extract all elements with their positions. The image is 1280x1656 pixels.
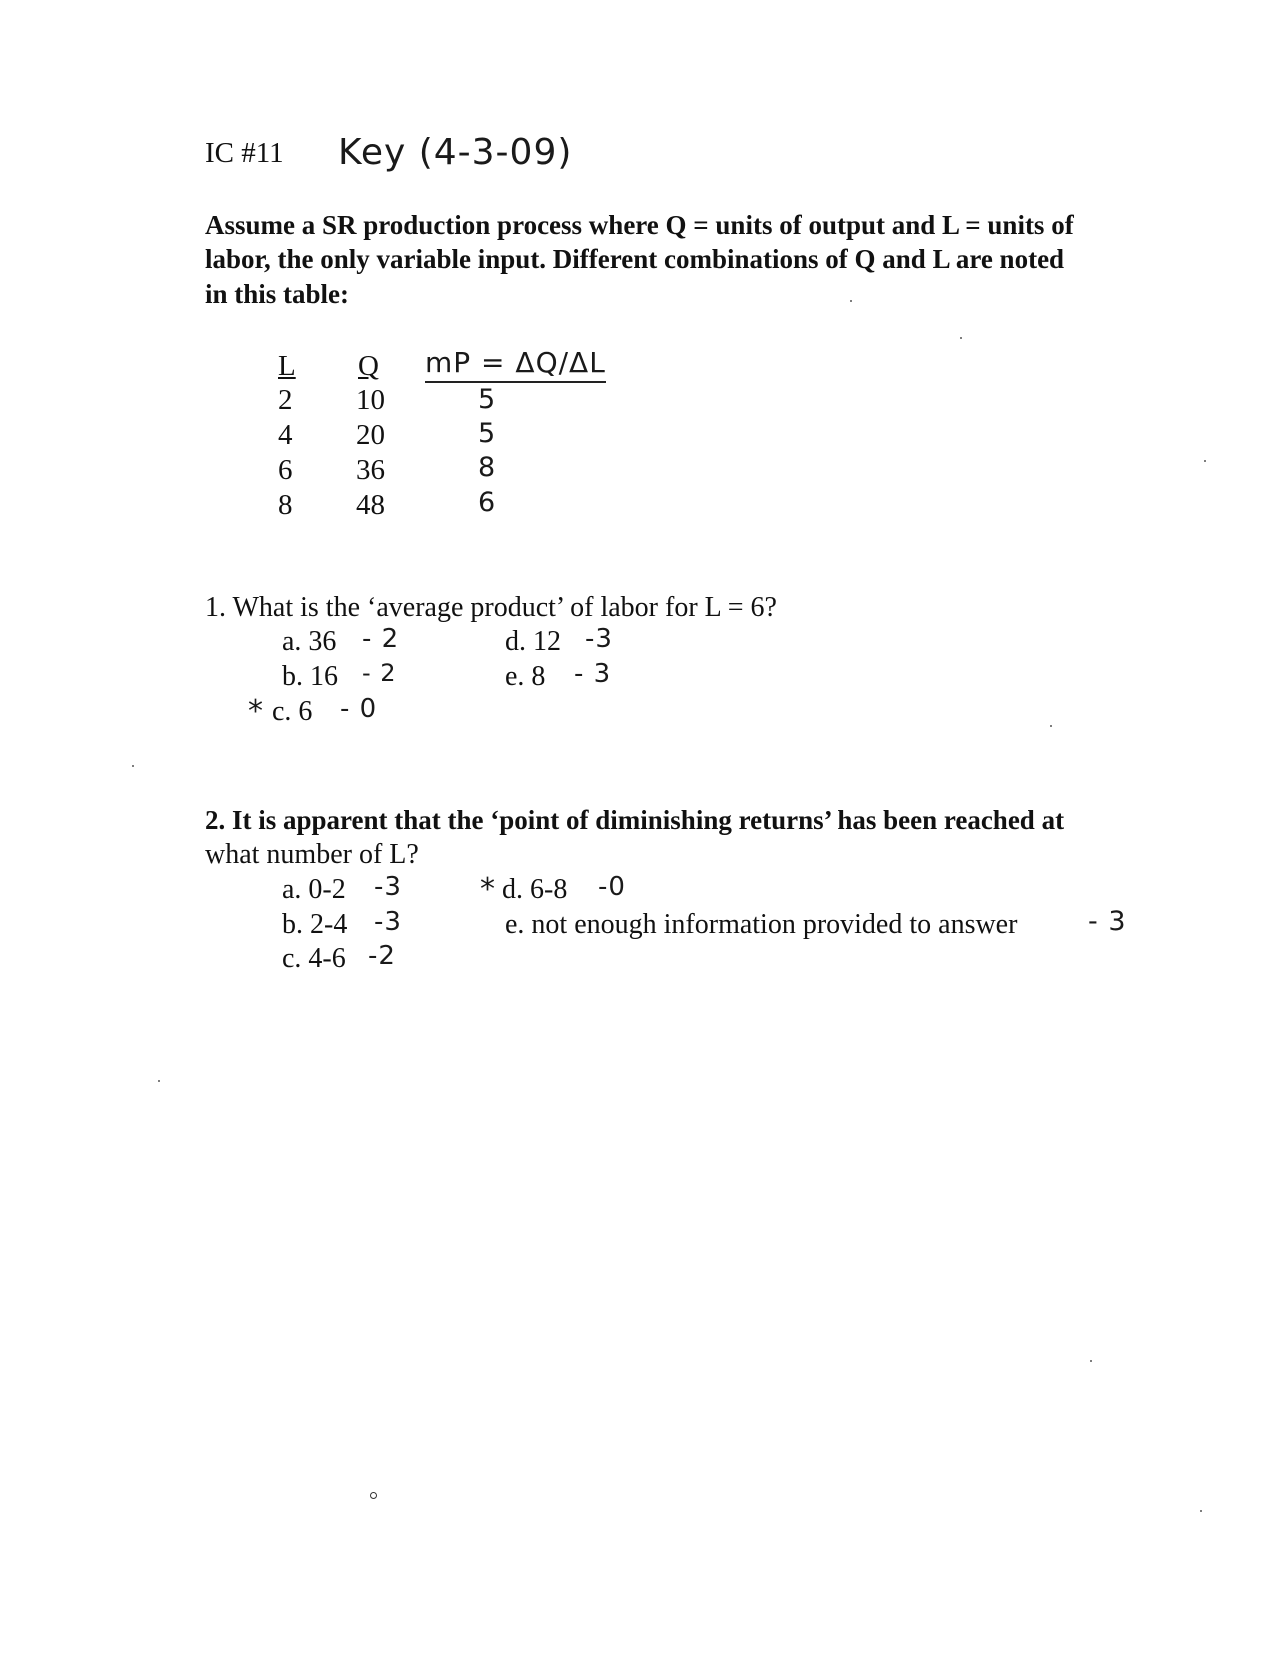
table-row-3-mp: 8 [478, 452, 497, 483]
q2-option-e: e. not enough information provided to answer [505, 909, 1018, 940]
scan-speck [960, 337, 962, 339]
q1-option-c-mark: - 0 [340, 694, 378, 724]
q1-option-e-mark: - 3 [574, 659, 612, 689]
table-row-2-mp: 5 [478, 418, 497, 449]
q1-option-e: e. 8 [505, 661, 546, 692]
table-row-1-l: 2 [278, 384, 293, 416]
table-row-3-q: 36 [356, 454, 385, 486]
mp-header-handwritten: mP = ΔQ/ΔL [425, 346, 606, 383]
intro-line-1: Assume a SR production process where Q = units of output and L = units of [205, 210, 1074, 240]
q1-option-d-mark: -3 [585, 624, 613, 654]
q2-option-e-mark: - 3 [1088, 906, 1127, 937]
scan-speck [158, 1080, 160, 1082]
q1-option-b-mark: - 2 [362, 659, 397, 687]
table-row-2-l: 4 [278, 419, 293, 451]
q2-option-d-mark: -0 [598, 872, 626, 902]
table-row-4-l: 8 [278, 489, 293, 521]
table-row-2-q: 20 [356, 419, 385, 451]
table-row-4-mp: 6 [478, 487, 497, 518]
table-row-1-q: 10 [356, 384, 385, 416]
col-header-q: Q [358, 350, 379, 382]
q1-option-b: b. 16 [282, 661, 338, 692]
q1-option-a: a. 36 [282, 626, 337, 657]
q2-correct-star: * [480, 872, 496, 907]
scan-speck [850, 300, 852, 302]
q2-option-c-mark: -2 [368, 941, 396, 971]
table-row-3-l: 6 [278, 454, 293, 486]
scan-speck [132, 765, 134, 767]
scan-speck [1204, 460, 1206, 462]
doc-code: IC #11 [205, 137, 284, 169]
q2-option-d: d. 6-8 [502, 874, 568, 905]
q2-option-a: a. 0-2 [282, 874, 346, 905]
handwritten-key-note: Key (4-3-09) [338, 132, 573, 173]
q2-option-a-mark: -3 [374, 872, 402, 902]
table-row-1-mp: 5 [478, 384, 497, 415]
scan-speck [1090, 1360, 1092, 1362]
q1-correct-star: * [248, 694, 264, 729]
scan-speck [1050, 725, 1052, 727]
q1-option-c: c. 6 [272, 696, 313, 727]
question-2-line-1: 2. It is apparent that the ‘point of diminishing returns’ has been reached at [205, 805, 1065, 835]
table-row-4-q: 48 [356, 489, 385, 521]
scan-speck [370, 1492, 377, 1499]
q1-option-d: d. 12 [505, 626, 561, 657]
intro-line-3: in this table: [205, 279, 350, 309]
q2-option-b-mark: -3 [374, 907, 402, 937]
scan-speck [1200, 1510, 1202, 1512]
intro-line-2: labor, the only variable input. Different combinations of Q and L are noted [205, 244, 1065, 274]
question-2-line-2: what number of L? [205, 839, 419, 870]
q2-option-b: b. 2-4 [282, 909, 348, 940]
col-header-l: L [278, 350, 296, 382]
q1-option-a-mark: - 2 [362, 624, 400, 654]
q2-option-c: c. 4-6 [282, 943, 346, 974]
question-1-text: 1. What is the ‘average product’ of labor for L = 6? [205, 592, 777, 623]
